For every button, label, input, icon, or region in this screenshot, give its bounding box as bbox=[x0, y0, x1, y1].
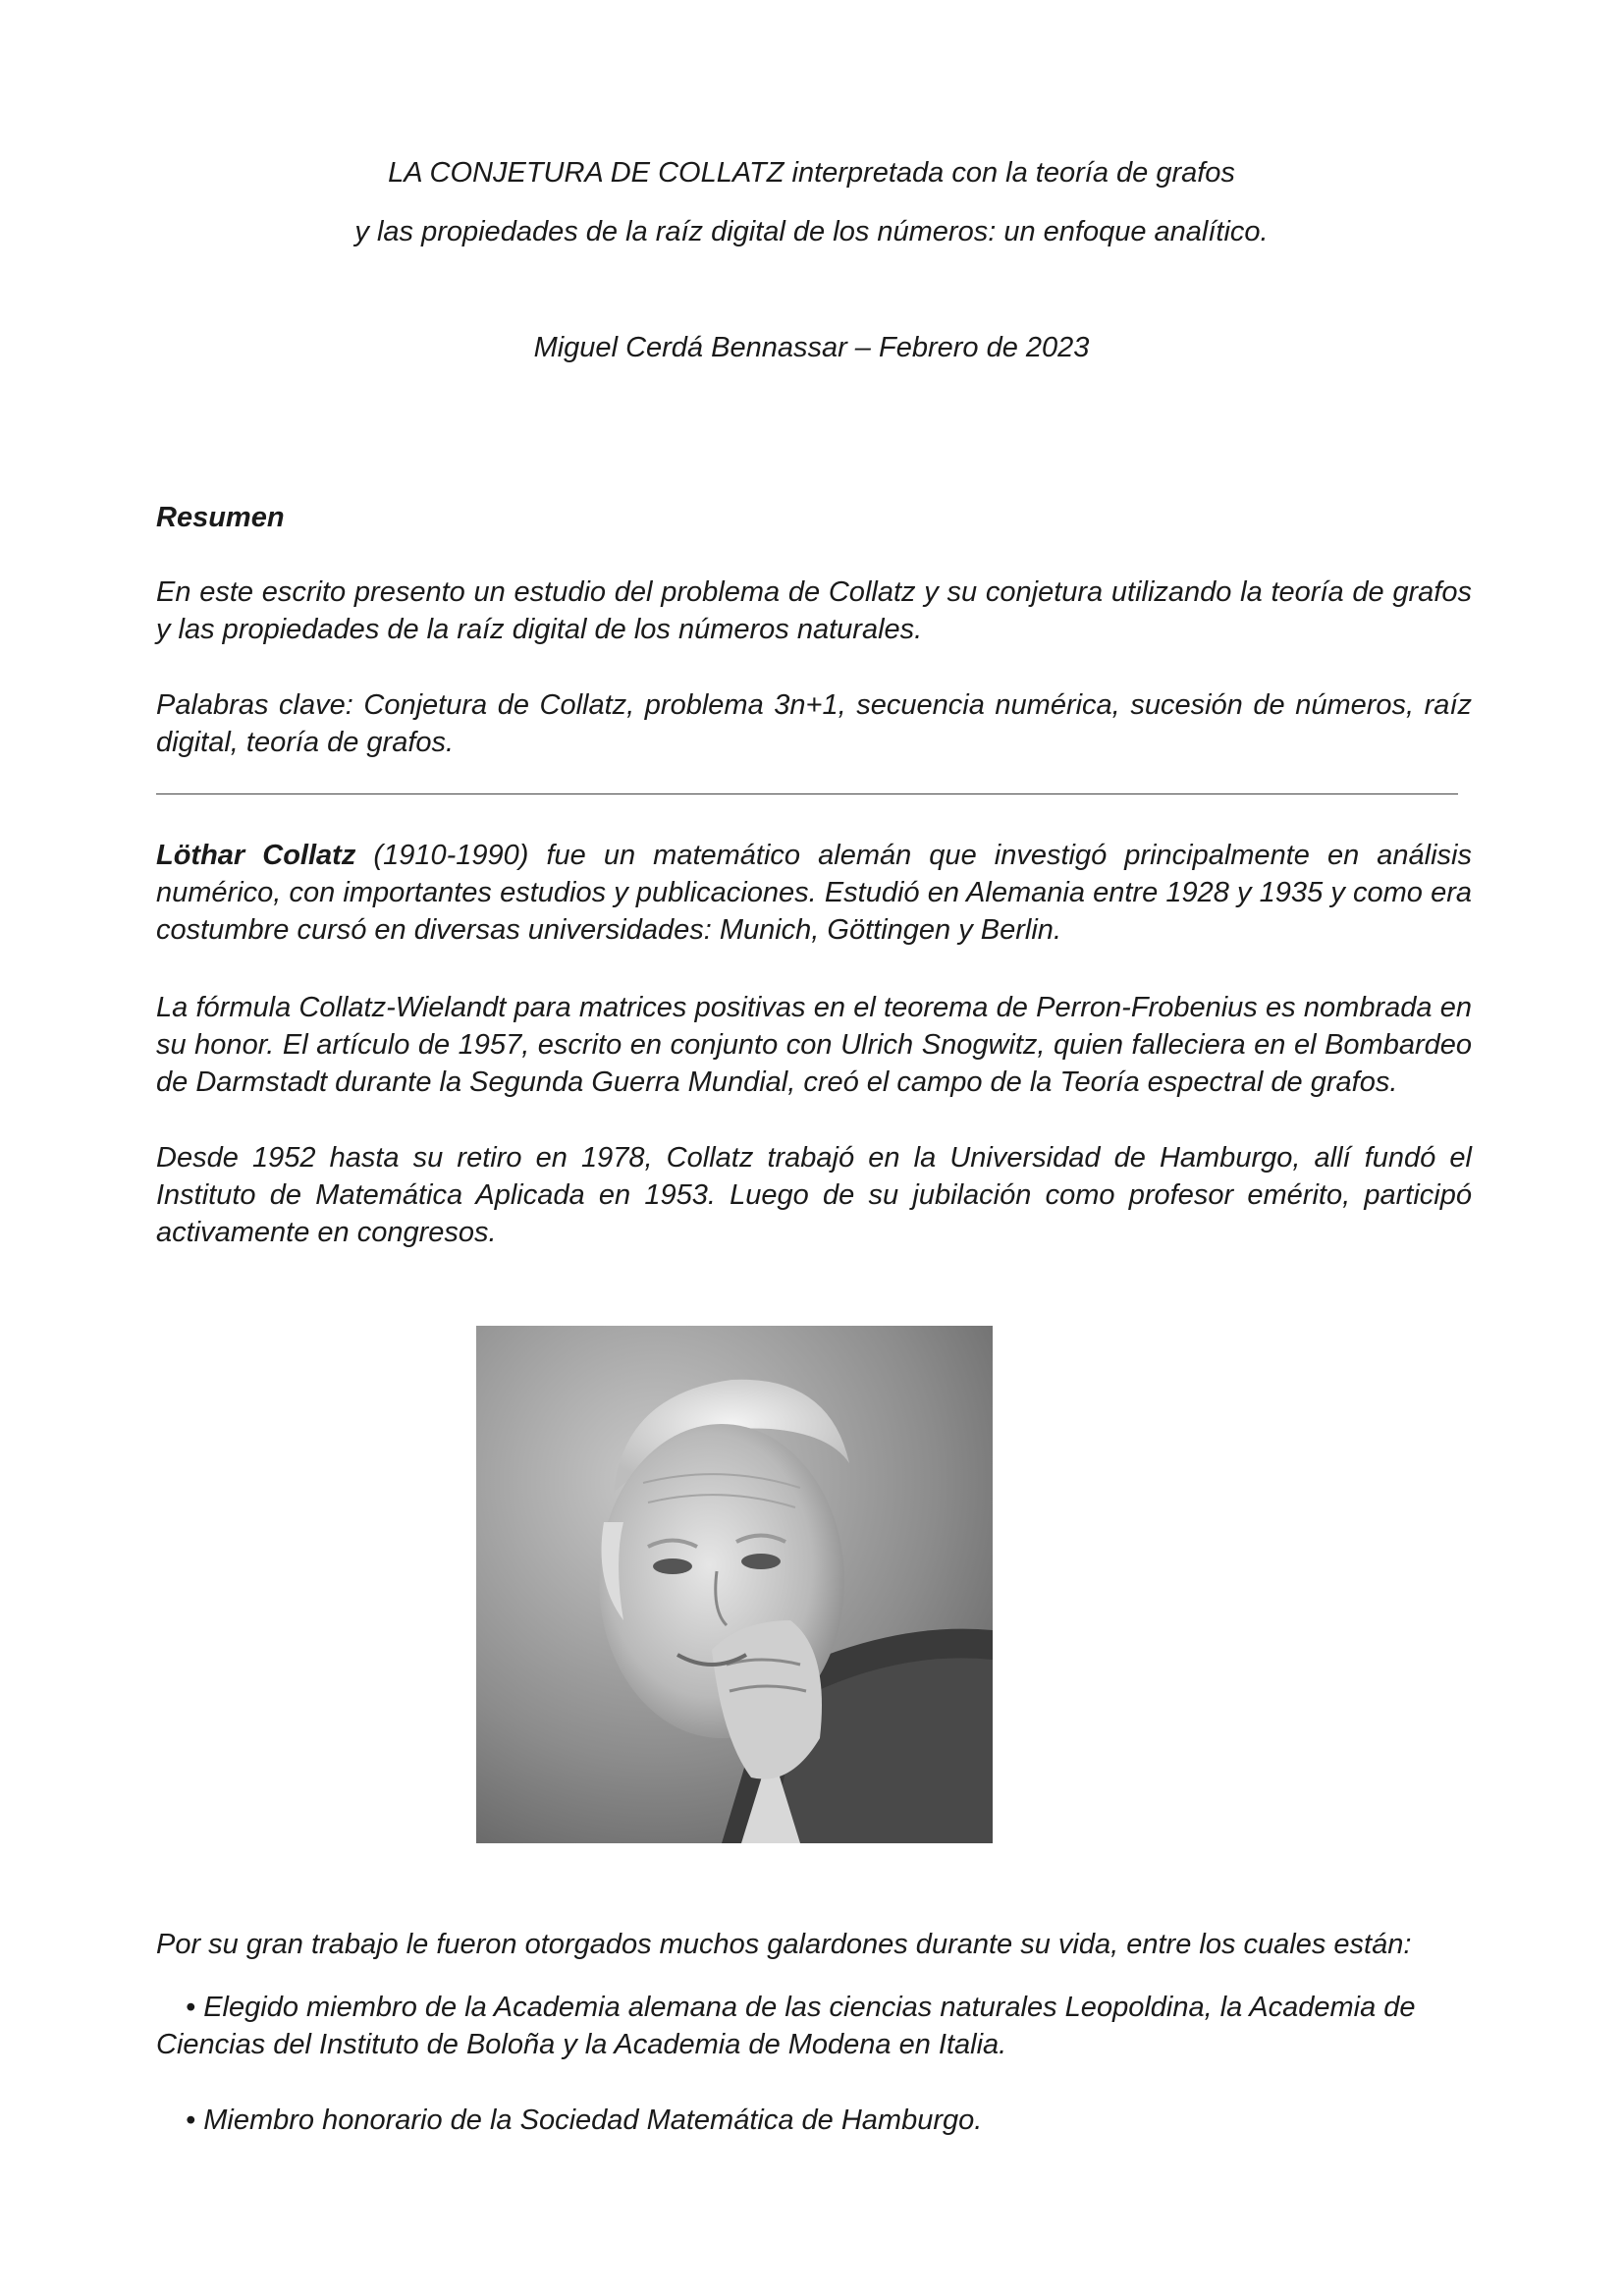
award-item bbox=[156, 1989, 1472, 2063]
author-byline: Miguel Cerdá Bennassar – Febrero de 2023 bbox=[533, 332, 1090, 363]
awards-intro: Por su gran trabajo le fueron otorgados muchos galardones durante su vida, entre los cuales están: bbox=[156, 1929, 1412, 1960]
award-item bbox=[156, 2102, 1472, 2139]
bio-paragraph-1 bbox=[156, 837, 1472, 949]
bio-paragraph-3: Desde 1952 hasta su retiro en 1978, Collatz trabajó en la Universidad de Hamburgo, allí fundó el Instituto de Matemática Aplicada en 1953. Luego de su jubilación como profesor emérito, participó activamente en congresos. bbox=[156, 1142, 1472, 1248]
bio-paragraph-1-text: (1910-1990) fue un matemático alemán que investigó principalmente en análisis numérico, con importantes estudios y publicaciones. Estudió en Alemania entre 1928 y 1935 y como era costumbre cursó en diversas universidades: Munich, Göttingen y Berlin. bbox=[156, 840, 1472, 946]
bio-name: Löthar Collatz bbox=[156, 840, 356, 871]
title-line-1: LA CONJETURA DE COLLATZ interpretada con la teoría de grafos bbox=[388, 157, 1235, 189]
bio-paragraph-2: La fórmula Collatz-Wielandt para matrices positivas en el teorema de Perron-Frobenius es nombrada en su honor. El artículo de 1957, escrito en conjunto con Ulrich Snogwitz, quien falleciera en el Bombardeo de Darmstadt durante la Segunda Guerra Mundial, creó el campo de la Teoría espectral de grafos. bbox=[156, 992, 1472, 1098]
award-item-text: Miembro honorario de la Sociedad Matemática de Hamburgo. bbox=[203, 2105, 983, 2136]
abstract-text: En este escrito presento un estudio del problema de Collatz y su conjetura utilizando la teoría de grafos y las propiedades de la raíz digital de los números naturales. bbox=[156, 576, 1472, 645]
keywords: Palabras clave: Conjetura de Collatz, problema 3n+1, secuencia numérica, sucesión de números, raíz digital, teoría de grafos. bbox=[156, 689, 1472, 758]
section-divider bbox=[156, 793, 1458, 794]
bullet-icon: • bbox=[186, 1992, 196, 2023]
abstract-heading: Resumen bbox=[156, 502, 285, 533]
award-item-text: Elegido miembro de la Academia alemana de las ciencias naturales Leopoldina, la Academia de Ciencias del Instituto de Boloña y la Academia de Modena en Italia. bbox=[156, 1992, 1416, 2060]
portrait-photo bbox=[476, 1326, 993, 1843]
bullet-icon: • bbox=[186, 2105, 196, 2136]
title-line-2: y las propiedades de la raíz digital de los números: un enfoque analítico. bbox=[354, 216, 1269, 247]
